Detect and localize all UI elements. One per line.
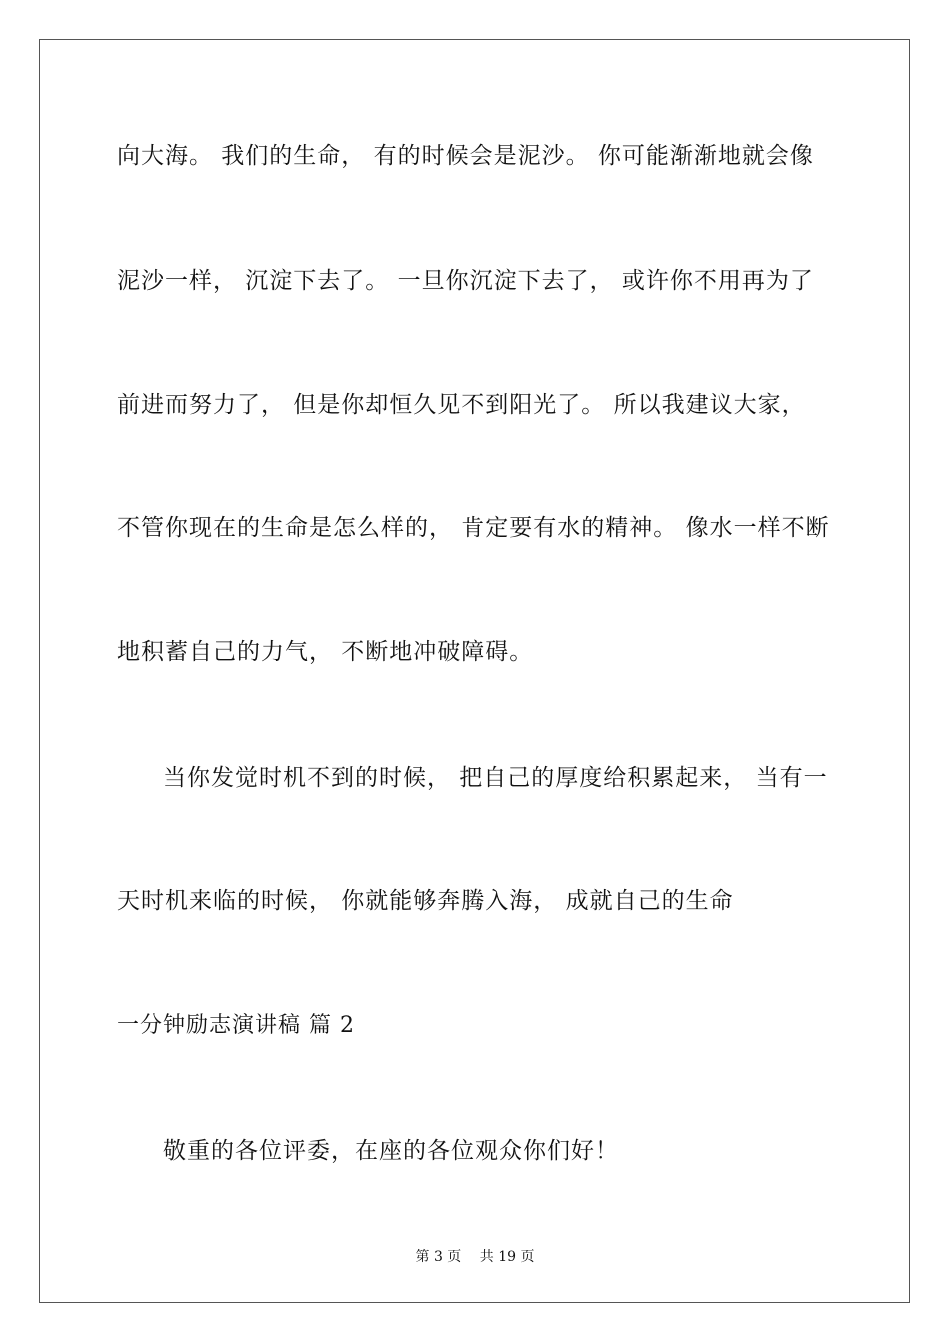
paragraph-line-7: 天时机来临的时候， 你就能够奔腾入海， 成就自己的生命 <box>117 888 734 914</box>
paragraph-line-4: 不管你现在的生命是怎么样的， 肯定要有水的精神。 像水一样不断 <box>117 515 830 541</box>
paragraph-line-2: 泥沙一样， 沉淀下去了。 一旦你沉淀下去了， 或许你不用再为了 <box>117 268 814 294</box>
paragraph-line-3: 前进而努力了， 但是你却恒久见不到阳光了。 所以我建议大家， <box>117 392 806 418</box>
page-border <box>39 39 910 1303</box>
paragraph-line-1: 向大海。 我们的生命， 有的时候会是泥沙。 你可能渐渐地就会像 <box>117 143 814 169</box>
greeting-line: 敬重的各位评委，在座的各位观众你们好！ <box>163 1138 619 1164</box>
section-title: 一分钟励志演讲稿 篇 2 <box>117 1013 355 1038</box>
paragraph-line-6: 当你发觉时机不到的时候， 把自己的厚度给积累起来， 当有一 <box>163 765 828 791</box>
paragraph-line-5: 地积蓄自己的力气， 不断地冲破障碍。 <box>117 639 534 665</box>
page-footer: 第 3 页 共 19 页 <box>415 1249 535 1265</box>
